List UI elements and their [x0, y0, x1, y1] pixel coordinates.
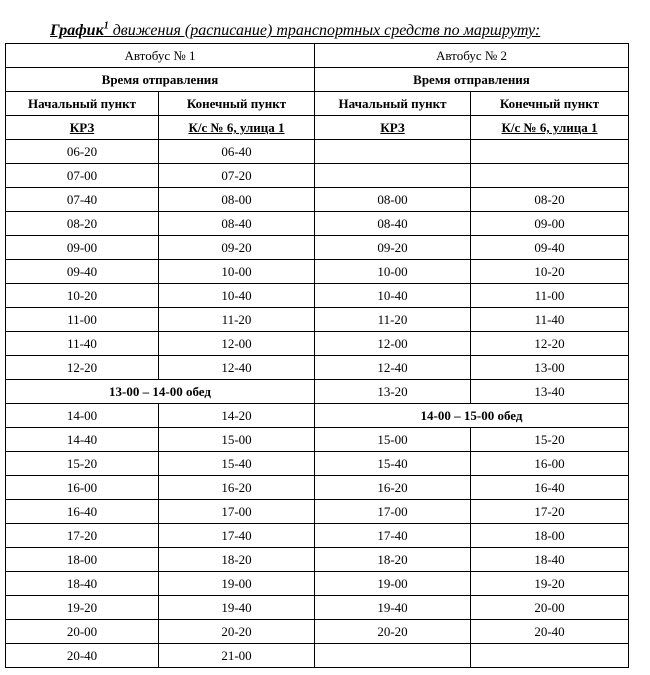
- bus-header-row: [6, 44, 629, 68]
- bus-1-start-time: 09-40: [6, 260, 159, 284]
- schedule-row: [6, 524, 629, 548]
- bus-2-start-time: 08-40: [315, 212, 471, 236]
- bus-2-start-time: [315, 644, 471, 668]
- bus-1-end-time: 20-20: [159, 620, 315, 644]
- bus-1-end-time: 11-20: [159, 308, 315, 332]
- bus-1-start-label: Начальный пункт: [6, 92, 159, 116]
- bus-2-start-time: 18-20: [315, 548, 471, 572]
- schedule-row: [6, 212, 629, 236]
- bus-1-end-time: 18-20: [159, 548, 315, 572]
- bus-2-end-time: 10-20: [471, 260, 629, 284]
- bus-1-end-time: 19-00: [159, 572, 315, 596]
- bus-2-start-time: 09-20: [315, 236, 471, 260]
- bus-1-end-time: 10-40: [159, 284, 315, 308]
- bus-2-time-label: Время отправления: [315, 68, 629, 92]
- bus-2-start-time: 11-20: [315, 308, 471, 332]
- bus-1-end-time: 12-40: [159, 356, 315, 380]
- bus-1-end-time: 08-00: [159, 188, 315, 212]
- bus-1-start-time: 19-20: [6, 596, 159, 620]
- bus-2-end-time: 13-00: [471, 356, 629, 380]
- bus-2-start-time: 20-20: [315, 620, 471, 644]
- bus-1-end-time: 07-20: [159, 164, 315, 188]
- bus-1-start-time: 14-40: [6, 428, 159, 452]
- bus-1-start-time: 20-00: [6, 620, 159, 644]
- bus-2-end-time: 20-40: [471, 620, 629, 644]
- schedule-row: [6, 476, 629, 500]
- bus-1-start-time: 10-20: [6, 284, 159, 308]
- point-label-row: [6, 92, 629, 116]
- bus-2-end-time: 09-40: [471, 236, 629, 260]
- schedule-row: [6, 308, 629, 332]
- bus-2-start-time: 10-40: [315, 284, 471, 308]
- bus-1-end-time: 16-20: [159, 476, 315, 500]
- schedule-row: [6, 644, 629, 668]
- schedule-row: [6, 500, 629, 524]
- schedule-row: [6, 620, 629, 644]
- bus-2-end-time: 08-20: [471, 188, 629, 212]
- schedule-table: [5, 43, 629, 668]
- bus-1-time-label: Время отправления: [6, 68, 315, 92]
- schedule-row: [6, 404, 629, 428]
- schedule-row: [6, 236, 629, 260]
- footnote-mark: 1: [103, 20, 109, 32]
- time-label-row: [6, 68, 629, 92]
- bus-1-end-time: 21-00: [159, 644, 315, 668]
- bus-2-start-time: 10-00: [315, 260, 471, 284]
- schedule-row: [6, 284, 629, 308]
- bus-2-end-time: 17-20: [471, 500, 629, 524]
- stop-name-row: [6, 116, 629, 140]
- bus-2-end-time: [471, 644, 629, 668]
- bus-1-end-time: 06-40: [159, 140, 315, 164]
- bus-2-end-time: 15-20: [471, 428, 629, 452]
- bus-1-end-time: 15-40: [159, 452, 315, 476]
- bus-2-end-time: 16-40: [471, 476, 629, 500]
- bus-1-start-stop: КРЗ: [6, 116, 159, 140]
- bus-1-start-time: 06-20: [6, 140, 159, 164]
- bus-2-lunch-break: 14-00 – 15-00 обед: [315, 404, 629, 428]
- bus-1-start-time: 18-00: [6, 548, 159, 572]
- bus-2-start-stop: КРЗ: [315, 116, 471, 140]
- schedule-row: [6, 452, 629, 476]
- bus-1-start-time: 17-20: [6, 524, 159, 548]
- bus-1-start-time: 15-20: [6, 452, 159, 476]
- bus-2-end-time: 11-00: [471, 284, 629, 308]
- title-word: График: [50, 22, 104, 39]
- bus-2-start-label: Начальный пункт: [315, 92, 471, 116]
- schedule-row: [6, 356, 629, 380]
- schedule-row: [6, 188, 629, 212]
- bus-2-end-time: 18-00: [471, 524, 629, 548]
- bus-2-start-time: [315, 140, 471, 164]
- bus-2-end-time: [471, 140, 629, 164]
- bus-1-start-time: 08-20: [6, 212, 159, 236]
- bus-2-end-time: 19-20: [471, 572, 629, 596]
- bus-1-end-time: 12-00: [159, 332, 315, 356]
- bus-1-end-time: 19-40: [159, 596, 315, 620]
- bus-2-start-time: 13-20: [315, 380, 471, 404]
- bus-1-start-time: 20-40: [6, 644, 159, 668]
- bus-2-start-time: 16-20: [315, 476, 471, 500]
- bus-2-end-time: 20-00: [471, 596, 629, 620]
- bus-1-end-label: Конечный пункт: [159, 92, 315, 116]
- schedule-row: [6, 260, 629, 284]
- bus-1-start-time: 18-40: [6, 572, 159, 596]
- bus-2-start-time: 12-40: [315, 356, 471, 380]
- bus-1-start-time: 16-40: [6, 500, 159, 524]
- schedule-row: [6, 332, 629, 356]
- bus-1-start-time: 11-40: [6, 332, 159, 356]
- schedule-row: [6, 428, 629, 452]
- schedule-row: [6, 596, 629, 620]
- title-rest: движения (расписание) транспортных средств по маршруту:: [108, 22, 541, 39]
- bus-1-start-time: 12-20: [6, 356, 159, 380]
- bus-1-end-time: 10-00: [159, 260, 315, 284]
- bus-1-start-time: 07-40: [6, 188, 159, 212]
- schedule-row: [6, 548, 629, 572]
- bus-2-end-label: Конечный пункт: [471, 92, 629, 116]
- bus-2-name: Автобус № 2: [315, 44, 629, 68]
- bus-2-end-time: 18-40: [471, 548, 629, 572]
- schedule-title: [50, 22, 650, 40]
- bus-1-name: Автобус № 1: [6, 44, 315, 68]
- bus-2-start-time: 19-00: [315, 572, 471, 596]
- bus-2-start-time: 17-00: [315, 500, 471, 524]
- bus-1-end-time: 14-20: [159, 404, 315, 428]
- schedule-row: [6, 572, 629, 596]
- bus-1-end-time: 08-40: [159, 212, 315, 236]
- bus-2-end-time: [471, 164, 629, 188]
- bus-1-end-time: 15-00: [159, 428, 315, 452]
- bus-1-start-time: 07-00: [6, 164, 159, 188]
- bus-2-end-time: 09-00: [471, 212, 629, 236]
- bus-2-start-time: 15-40: [315, 452, 471, 476]
- bus-1-start-time: 11-00: [6, 308, 159, 332]
- bus-2-end-time: 12-20: [471, 332, 629, 356]
- bus-1-end-time: 09-20: [159, 236, 315, 260]
- bus-1-start-time: 14-00: [6, 404, 159, 428]
- bus-2-start-time: 15-00: [315, 428, 471, 452]
- schedule-row: [6, 380, 629, 404]
- bus-1-start-time: 16-00: [6, 476, 159, 500]
- bus-1-start-time: 09-00: [6, 236, 159, 260]
- bus-1-end-time: 17-40: [159, 524, 315, 548]
- bus-1-end-time: 17-00: [159, 500, 315, 524]
- schedule-row: [6, 140, 629, 164]
- bus-1-lunch-break: 13-00 – 14-00 обед: [6, 380, 315, 404]
- bus-2-end-time: 13-40: [471, 380, 629, 404]
- bus-2-start-time: 12-00: [315, 332, 471, 356]
- bus-2-end-stop: К/с № 6, улица 1: [471, 116, 629, 140]
- bus-2-start-time: 17-40: [315, 524, 471, 548]
- bus-1-end-stop: К/с № 6, улица 1: [159, 116, 315, 140]
- schedule-row: [6, 164, 629, 188]
- bus-2-start-time: [315, 164, 471, 188]
- bus-2-start-time: 19-40: [315, 596, 471, 620]
- bus-2-end-time: 16-00: [471, 452, 629, 476]
- bus-2-start-time: 08-00: [315, 188, 471, 212]
- bus-2-end-time: 11-40: [471, 308, 629, 332]
